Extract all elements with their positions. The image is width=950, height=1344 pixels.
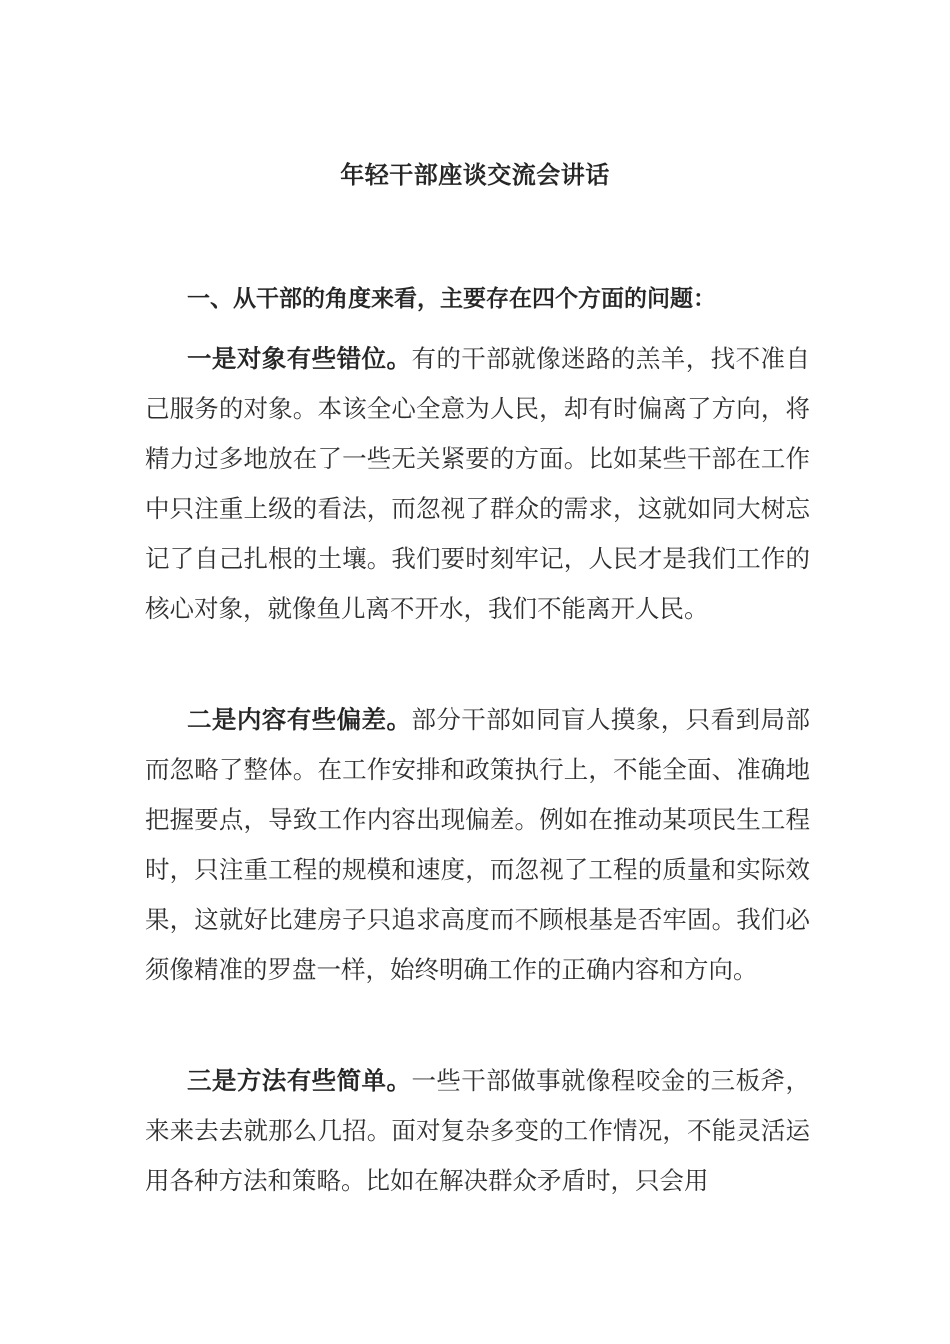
paragraph-method-simplicity xyxy=(145,1056,810,1206)
paragraph-text: 一些干部做事就像程咬金的三板斧，来来去去就那么几招。面对复杂多变的工作情况，不能灵活运用各种方法和策略。比如在解决群众矛盾时，只会用 xyxy=(145,1066,810,1195)
paragraph-content-deviation xyxy=(145,695,810,995)
paragraph-lead: 三是方法有些简单。 xyxy=(187,1066,412,1095)
paragraph-object-misplacement xyxy=(145,334,810,634)
document-title: 年轻干部座谈交流会讲话 xyxy=(340,161,610,189)
paragraph-text: 部分干部如同盲人摸象，只看到局部而忽略了整体。在工作安排和政策执行上，不能全面、准确地把握要点，导致工作内容出现偏差。例如在推动某项民生工程时，只注重工程的规模和速度，而忽视了工程的质量和实际效果，这就好比建房子只追求高度而不顾根基是否牢固。我们必须像精准的罗盘一样，始终明确工作的正确内容和方向。 xyxy=(145,705,810,984)
section-heading: 一、从干部的角度来看，主要存在四个方面的问题： xyxy=(187,286,716,312)
paragraph-lead: 二是内容有些偏差。 xyxy=(187,705,412,734)
paragraph-lead: 一是对象有些错位。 xyxy=(187,344,412,373)
paragraph-text: 有的干部就像迷路的羔羊，找不准自己服务的对象。本该全心全意为人民，却有时偏离了方向，将精力过多地放在了一些无关紧要的方面。比如某些干部在工作中只注重上级的看法，而忽视了群众的需求，这就如同大树忘记了自己扎根的土壤。我们要时刻牢记，人民才是我们工作的核心对象，就像鱼儿离不开水，我们不能离开人民。 xyxy=(145,344,810,623)
